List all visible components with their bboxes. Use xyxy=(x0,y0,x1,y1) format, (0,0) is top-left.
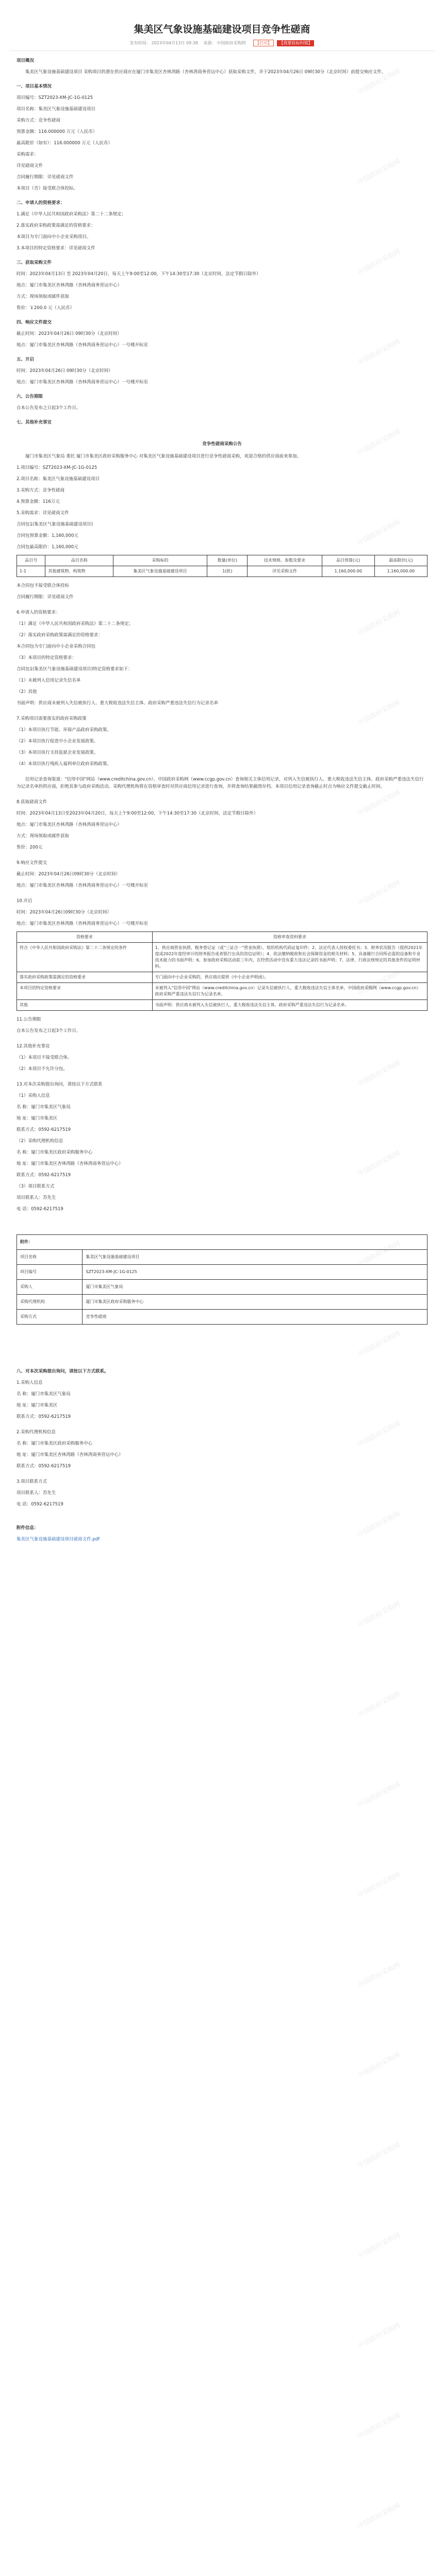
title-divider xyxy=(9,50,435,51)
table-cell: 1(批) xyxy=(207,566,248,577)
table-cell: 采购人 xyxy=(17,1280,83,1295)
watermark-text: 中国政府采购网 xyxy=(356,158,402,187)
table-cell: 本项目的特定资格要求 xyxy=(17,983,153,1000)
paragraph: 地点：厦门市集美区杏林湾路（杏林湾商务营运中心）一号楼开标室 xyxy=(17,921,149,926)
project-number: 项目编号：SZT2023-XM-JC-1G-0125 xyxy=(17,95,93,100)
publish-time: 2023年04月13日 09:38 xyxy=(151,41,198,45)
table-header-row xyxy=(17,932,427,943)
table-row xyxy=(17,1295,427,1310)
watermark-text: 中国政府采购网 xyxy=(356,2412,402,2441)
watermark-text: 中国政府采购网 xyxy=(356,1510,402,1539)
article-body xyxy=(9,57,435,1543)
paragraph: 自本公告发布之日起3个工作日。 xyxy=(17,1028,81,1033)
table-row xyxy=(17,1265,427,1280)
section-heading: 一、项目基本情况 xyxy=(17,84,52,89)
table-title: 附件： xyxy=(17,1235,427,1250)
table-title-row xyxy=(17,1235,427,1250)
source: 中国政府采购网 xyxy=(217,41,246,45)
paragraph: （2）采购代理机构信息 xyxy=(17,1139,63,1144)
attachment-link[interactable]: 集美区气象设施基础建设项目磋商文件.pdf xyxy=(17,1537,100,1542)
paragraph: 本合同包不接受联合体投标 xyxy=(17,583,70,588)
paragraph: （2）其他 xyxy=(17,689,37,694)
watermark-text: 中国政府采购网 xyxy=(356,67,402,97)
table-cell: 集美区气象设施基础建设项目 xyxy=(83,1250,427,1265)
watermark-text: 中国政府采购网 xyxy=(356,1149,402,1179)
paragraph: 时间：2023年04月13日至2023年04月20日，每天上午9:00至12:00，下午14:30至17:30（北京时间，法定节假日除外） xyxy=(17,811,258,816)
table-cell: 符合《中华人民共和国政府采购法》第二十二条规定的条件 xyxy=(17,943,153,972)
watermark-text: 中国政府采购网 xyxy=(356,1961,402,1990)
page-title: 集美区气象设施基础建设项目竞争性磋商 xyxy=(134,24,310,35)
watermark-text: 中国政府采购网 xyxy=(356,608,402,638)
table-cell: 详见采购文件 xyxy=(248,566,322,577)
watermark-text: 中国政府采购网 xyxy=(356,1420,402,1449)
paragraph: 2.落实政府采购政策需满足的资格要求： xyxy=(17,223,95,228)
paragraph: 地点：厦门市集美区杏林湾路（杏林湾商务营运中心）一号楼开标室 xyxy=(17,883,149,888)
paragraph: 方式：现场领取或邮件获取 xyxy=(17,294,70,299)
table-header-cell: 采购标的 xyxy=(113,555,207,566)
section-heading: 四、响应文件提交 xyxy=(17,320,52,325)
paragraph: 9.响应文件提交 xyxy=(17,860,47,866)
table-cell: 落实政府采购政策需满足的资格要求 xyxy=(17,972,153,983)
paragraph: 2.采购代理机构信息 xyxy=(17,1430,56,1435)
table-row xyxy=(17,972,427,983)
paragraph: 地 址：厦门市集美区杏林湾路（杏林湾商务营运中心） xyxy=(17,1452,123,1458)
paragraph: 名 称：厦门市集美区政府采购服务中心 xyxy=(17,1150,93,1155)
watermark-text: 中国政府采购网 xyxy=(356,1600,402,1630)
paragraph: 3.项目联系方式 xyxy=(17,1479,47,1484)
requirements-label: 采购需求： xyxy=(17,152,39,157)
table-header-cell: 品目名称 xyxy=(45,555,113,566)
paragraph: 7.采购项目需要落实的政府采购政策 xyxy=(17,716,87,721)
paragraph: 地点：厦门市集美区杏林湾路（杏林湾商务营运中心） xyxy=(17,822,122,827)
paragraph: 时间：2023年04月26日09时30分（北京时间） xyxy=(17,910,111,915)
paragraph: 项目联系人：苏先生 xyxy=(17,1195,56,1200)
paragraph: 3.采购方式：竞争性磋商 xyxy=(17,488,65,493)
paragraph: 书面声明：供应商未被列入失信被执行人、重大税收违法失信主体、政府采购严重违法失信行为记录名单 xyxy=(17,701,219,706)
table-cell: 项目名称 xyxy=(17,1250,83,1265)
paragraph: （3）本项目的特定资格要求： xyxy=(17,655,76,660)
table-cell: 其他建筑物、构筑物 xyxy=(45,566,113,577)
attachment-form-table xyxy=(17,1234,427,1325)
paragraph: 11.公告期限 xyxy=(17,1017,41,1022)
table-row xyxy=(17,1280,427,1295)
table-header-cell: 品目号 xyxy=(17,555,45,566)
paragraph: 10.开启 xyxy=(17,899,32,904)
watermark-text: 中国政府采购网 xyxy=(356,1330,402,1359)
table-cell: 1,160,000.00 xyxy=(374,566,427,577)
table-cell: 1、供应商营业执照、税务登记证（或"三证合一"营业执照）、组织机构代码证复印件；2、法定代表人授权委托书；3、财务状况报告（提供2021年度或2022年度经审计的财务报告或者银行出具的资信证明）；4、依法缴纳税收和社会保障资金的相关材料；5、具备履行合同所必需的设备和专业技术能力的书面声明；6、参加政府采购活动前三年内，在经营活动中没有重大违法记录的书面声明；7、法律、行政法规规定的其他条件的证明材料。 xyxy=(152,943,427,972)
budget-amount: 预算金额：116.000000 万元（人民币） xyxy=(17,129,97,134)
paragraph: 13.对本次采购提出询问，请按以下方式联系 xyxy=(17,1082,103,1087)
paragraph: 地 址：厦门市集美区杏林湾路（杏林湾商务营运中心） xyxy=(17,1161,123,1166)
paragraph: 时间：2023年04月26日 09时30分（北京时间） xyxy=(17,368,113,374)
paragraph: 截止时间：2023年04月26日 09时30分（北京时间） xyxy=(17,331,122,336)
table-row xyxy=(17,566,427,577)
paragraph: 联系方式：0592-6217519 xyxy=(17,1464,71,1469)
paragraph: 2.项目名称：集美区气象设施基础建设项目 xyxy=(17,477,100,482)
watermark-text: 中国政府采购网 xyxy=(356,1871,402,1900)
section-heading: 七、其他补充事宜 xyxy=(17,420,52,425)
paragraph: 自本公告发布之日起3个工作日。 xyxy=(17,405,81,411)
contract-period: 合同履行期限：详见磋商文件 xyxy=(17,175,74,180)
paragraph: （3）项目联系方式 xyxy=(17,1184,55,1189)
paragraph: 1.满足《中华人民共和国政府采购法》第二十二条规定； xyxy=(17,212,126,217)
table-row xyxy=(17,983,427,1000)
paragraph: （2）本项目执行促进中小企业发展政策。 xyxy=(17,739,98,744)
paragraph: （3）本项目执行支持监狱企业发展政策。 xyxy=(17,750,98,755)
watermark-text: 中国政府采购网 xyxy=(356,2051,402,2080)
paragraph: 5.采购需求：详见磋商文件 xyxy=(17,511,69,516)
paragraph: （1）未被列入信用记录失信名单 xyxy=(17,678,81,683)
paragraph: （2）落实政府采购政策需满足的资格要求： xyxy=(17,633,103,638)
paragraph: 合同履行期限：详见磋商文件 xyxy=(17,595,74,600)
paragraph: （4）本项目执行残疾人福利单位政府采购政策。 xyxy=(17,761,111,767)
paragraph: 1.项目编号：SZT2023-XM-JC-1G-0125 xyxy=(17,465,97,470)
paragraph: 电 话：0592-6217519 xyxy=(17,1207,63,1212)
watermark-text: 中国政府采购网 xyxy=(356,879,402,908)
qualification-table xyxy=(17,931,427,1011)
table-cell: 采购代理机构 xyxy=(17,1295,83,1310)
table-cell: 集美区气象设施基础建设项目 xyxy=(113,566,207,577)
paragraph: 联系方式：0592-6217519 xyxy=(17,1414,71,1419)
paragraph: 地点：厦门市集美区杏林湾路（杏林湾商务营运中心）一号楼开标室 xyxy=(17,380,149,385)
paragraph: （1）本项目执行节能、环保产品政府采购政策。 xyxy=(17,727,111,733)
paragraph: 地点：厦门市集美区杏林湾路（杏林湾商务营运中心） xyxy=(17,283,122,288)
paragraph: （1）采购人信息 xyxy=(17,1093,50,1098)
section-heading: 六、公告期限 xyxy=(17,394,43,399)
table-cell: 项目编号 xyxy=(17,1265,83,1280)
table-row xyxy=(17,1250,427,1265)
paragraph: （1）本项目不接受联合体。 xyxy=(17,1055,72,1060)
paragraph: 6.申请人的资格要求： xyxy=(17,610,60,615)
section-heading: 八、对本次采购提出询问，请按以下方式联系。 xyxy=(17,1369,109,1374)
paragraph: 1.采购人信息 xyxy=(17,1380,43,1385)
paragraph: 地 址：厦门市集美区 xyxy=(17,1403,58,1408)
article-meta xyxy=(9,40,435,46)
notice-title: 竞争性磋商采购公告 xyxy=(202,442,242,447)
table-header-cell: 品目预算(元) xyxy=(322,555,374,566)
table-cell: 1-1 xyxy=(17,566,45,577)
watermark-text: 中国政府采购网 xyxy=(356,969,402,998)
report-error-button[interactable]: 【我要投标纠错】 xyxy=(277,40,314,46)
watermark-text: 中国政府采购网 xyxy=(356,1781,402,1810)
paragraph: 合同包最高限价：1,160,000元 xyxy=(17,545,78,550)
paragraph: 名 称：厦门市集美区政府采购服务中心 xyxy=(17,1441,93,1446)
table-header-cell: 数量(单位) xyxy=(207,555,248,566)
paragraph: 信用记录查询渠道："信用中国"网站（www.creditchina.gov.cn）、中国政府采购网（www.ccgp.gov.cn）查询相关主体信用记录，对列入失信被执行人、重大税收违法失信主体、政府采购严重违法失信行为记录名单的供应商，拒绝其参与政府采购活动。采购代理机构将在资格审查时对供应商信用记录进行查询，并将查询结果截图存档。本项目信用记录查询截止时点为响应文件提交截止时间。 xyxy=(17,777,424,789)
table-cell: 厦门市集美区气象局 xyxy=(83,1280,427,1295)
table-cell: 采购方式 xyxy=(17,1310,83,1325)
paragraph: 12.其他补充事宜 xyxy=(17,1044,50,1049)
paragraph: 名 称：厦门市集美区气象局 xyxy=(17,1105,71,1110)
attachments-heading: 附件信息： xyxy=(17,1526,39,1531)
table-cell: 书面声明：供应商未被列入失信被执行人、重大税收违法失信主体、政府采购严重违法失信行为记录名单。 xyxy=(152,1000,427,1011)
watermark-text: 中国政府采购网 xyxy=(356,2141,402,2171)
table-header-cell: 资格要求 xyxy=(17,932,153,943)
watermark-text: 中国政府采购网 xyxy=(356,248,402,277)
package-table xyxy=(17,555,427,577)
print-button[interactable]: 【打印】 xyxy=(253,40,274,46)
paragraph: 售价：￥200.0 元（人民币） xyxy=(17,306,75,311)
table-row xyxy=(17,1000,427,1011)
paragraph: 联系方式：0592-6217519 xyxy=(17,1127,71,1132)
paragraph: 合同包预算金额：1,160,000元 xyxy=(17,533,78,538)
table-cell: 厦门市集美区政府采购服务中心 xyxy=(83,1295,427,1310)
table-row xyxy=(17,1310,427,1325)
table-cell: 其他 xyxy=(17,1000,153,1011)
paragraph: 地 址：厦门市集美区 xyxy=(17,1116,58,1121)
paragraph: 售价：200元 xyxy=(17,845,43,850)
table-header-cell: 技术规格、参数及要求 xyxy=(248,555,322,566)
project-name: 项目名称：集美区气象设施基础建设项目 xyxy=(17,107,96,112)
paragraph: 8.获取磋商文件 xyxy=(17,800,47,805)
paragraph: 合同包1(集美区气象设施基础建设项目) xyxy=(17,522,93,527)
publish-time-label: 发布时间： xyxy=(129,41,151,45)
watermark-text: 中国政府采购网 xyxy=(356,789,402,818)
paragraph: 3.本项目的特定资格要求：详见磋商文件 xyxy=(17,246,95,251)
paragraph: 合同包1(集美区气象设施基础建设项目)特定资格要求如下： xyxy=(17,667,133,672)
watermark-text: 中国政府采购网 xyxy=(356,338,402,367)
table-cell: 未被列入"信用中国"网站（www.creditchina.gov.cn）记录失信被执行人、重大税收违法失信主体名单，中国政府采购网（www.ccgp.gov.cn）政府采购严重违法失信行为记录名单。 xyxy=(152,983,427,1000)
watermark-text: 中国政府采购网 xyxy=(356,2231,402,2261)
section-heading: 二、申请人的资格要求： xyxy=(17,200,65,206)
section-heading: 三、获取采购文件 xyxy=(17,260,52,265)
watermark-text: 中国政府采购网 xyxy=(356,1059,402,1089)
paragraph: 地点：厦门市集美区杏林湾路（杏林湾商务营运中心）一号楼开标室 xyxy=(17,343,149,348)
table-cell: 竞争性磋商 xyxy=(83,1310,427,1325)
paragraph: 4.预算金额：116万元 xyxy=(17,499,60,504)
paragraph: （1）满足《中华人民共和国政府采购法》第二十二条规定； xyxy=(17,621,134,626)
paragraph: 截止时间：2023年04月26日09时30分（北京时间） xyxy=(17,872,120,877)
watermark-text: 中国政府采购网 xyxy=(356,1240,402,1269)
table-header-cell: 资格审查资料要求 xyxy=(152,932,427,943)
paragraph: 本合同包为专门面向中小企业采购合同包 xyxy=(17,644,96,649)
table-cell: 1,160,000.00 xyxy=(322,566,374,577)
table-row xyxy=(17,943,427,972)
watermark-text: 中国政府采购网 xyxy=(356,518,402,548)
paragraph: 厦门市集美区气象局 委托 厦门市集美区政府采购服务中心 对集美区气象设施基础建设项目进行竞争性磋商采购，欢迎合格的供应商前来参加。 xyxy=(25,454,302,459)
watermark-text: 中国政府采购网 xyxy=(356,428,402,457)
table-header-cell: 最高限价(元) xyxy=(374,555,427,566)
paragraph: 电 话：0592-6217519 xyxy=(17,1502,63,1507)
paragraph: 时间：2023年04月13日 至 2023年04月20日，每天上午9:00至12:00，下午14:30至17:30（北京时间，法定节假日除外） xyxy=(17,272,261,277)
table-cell: 专门面向中小企业采购的，供应商应提供《中小企业声明函》。 xyxy=(152,972,427,983)
overview-heading: 项目概况 xyxy=(17,58,35,63)
article xyxy=(9,0,435,1543)
watermark-text: 中国政府采购网 xyxy=(356,699,402,728)
table-cell: SZT2023-XM-JC-1G-0125 xyxy=(83,1265,427,1280)
paragraph: 本项目为专门面向中小企业采购项目。 xyxy=(17,234,91,240)
watermark-text: 中国政府采购网 xyxy=(356,2321,402,2351)
section-heading: 五、开启 xyxy=(17,357,35,362)
source-label: 来源： xyxy=(203,41,216,45)
price-cap: 最高限价（如有）：116.000000 万元（人民币） xyxy=(17,141,112,146)
watermark-text: 中国政府采购网 xyxy=(356,2502,402,2531)
paragraph: 方式：现场领取或邮件获取 xyxy=(17,834,70,839)
consortium-note: 本项目（否）接受联合体投标。 xyxy=(17,186,78,191)
paragraph: 项目联系人：苏先生 xyxy=(17,1490,56,1496)
paragraph: 名 称：厦门市集美区气象局 xyxy=(17,1392,71,1397)
overview-text: 集美区气象设施基础建设项目 采购项目的潜在供应商应在厦门市集美区杏林湾路（杏林湾商务营运中心）获取采购文件，并于2023年04月26日 09时30分（北京时间）前提交响应文件。 xyxy=(25,70,386,75)
paragraph: 联系方式：0592-6217519 xyxy=(17,1173,71,1178)
paragraph: （2）本项目不允许分包。 xyxy=(17,1066,68,1072)
watermark-text: 中国政府采购网 xyxy=(356,1690,402,1720)
requirements-text: 详见磋商文件 xyxy=(17,163,43,168)
procurement-method: 采购方式：竞争性磋商 xyxy=(17,118,61,123)
